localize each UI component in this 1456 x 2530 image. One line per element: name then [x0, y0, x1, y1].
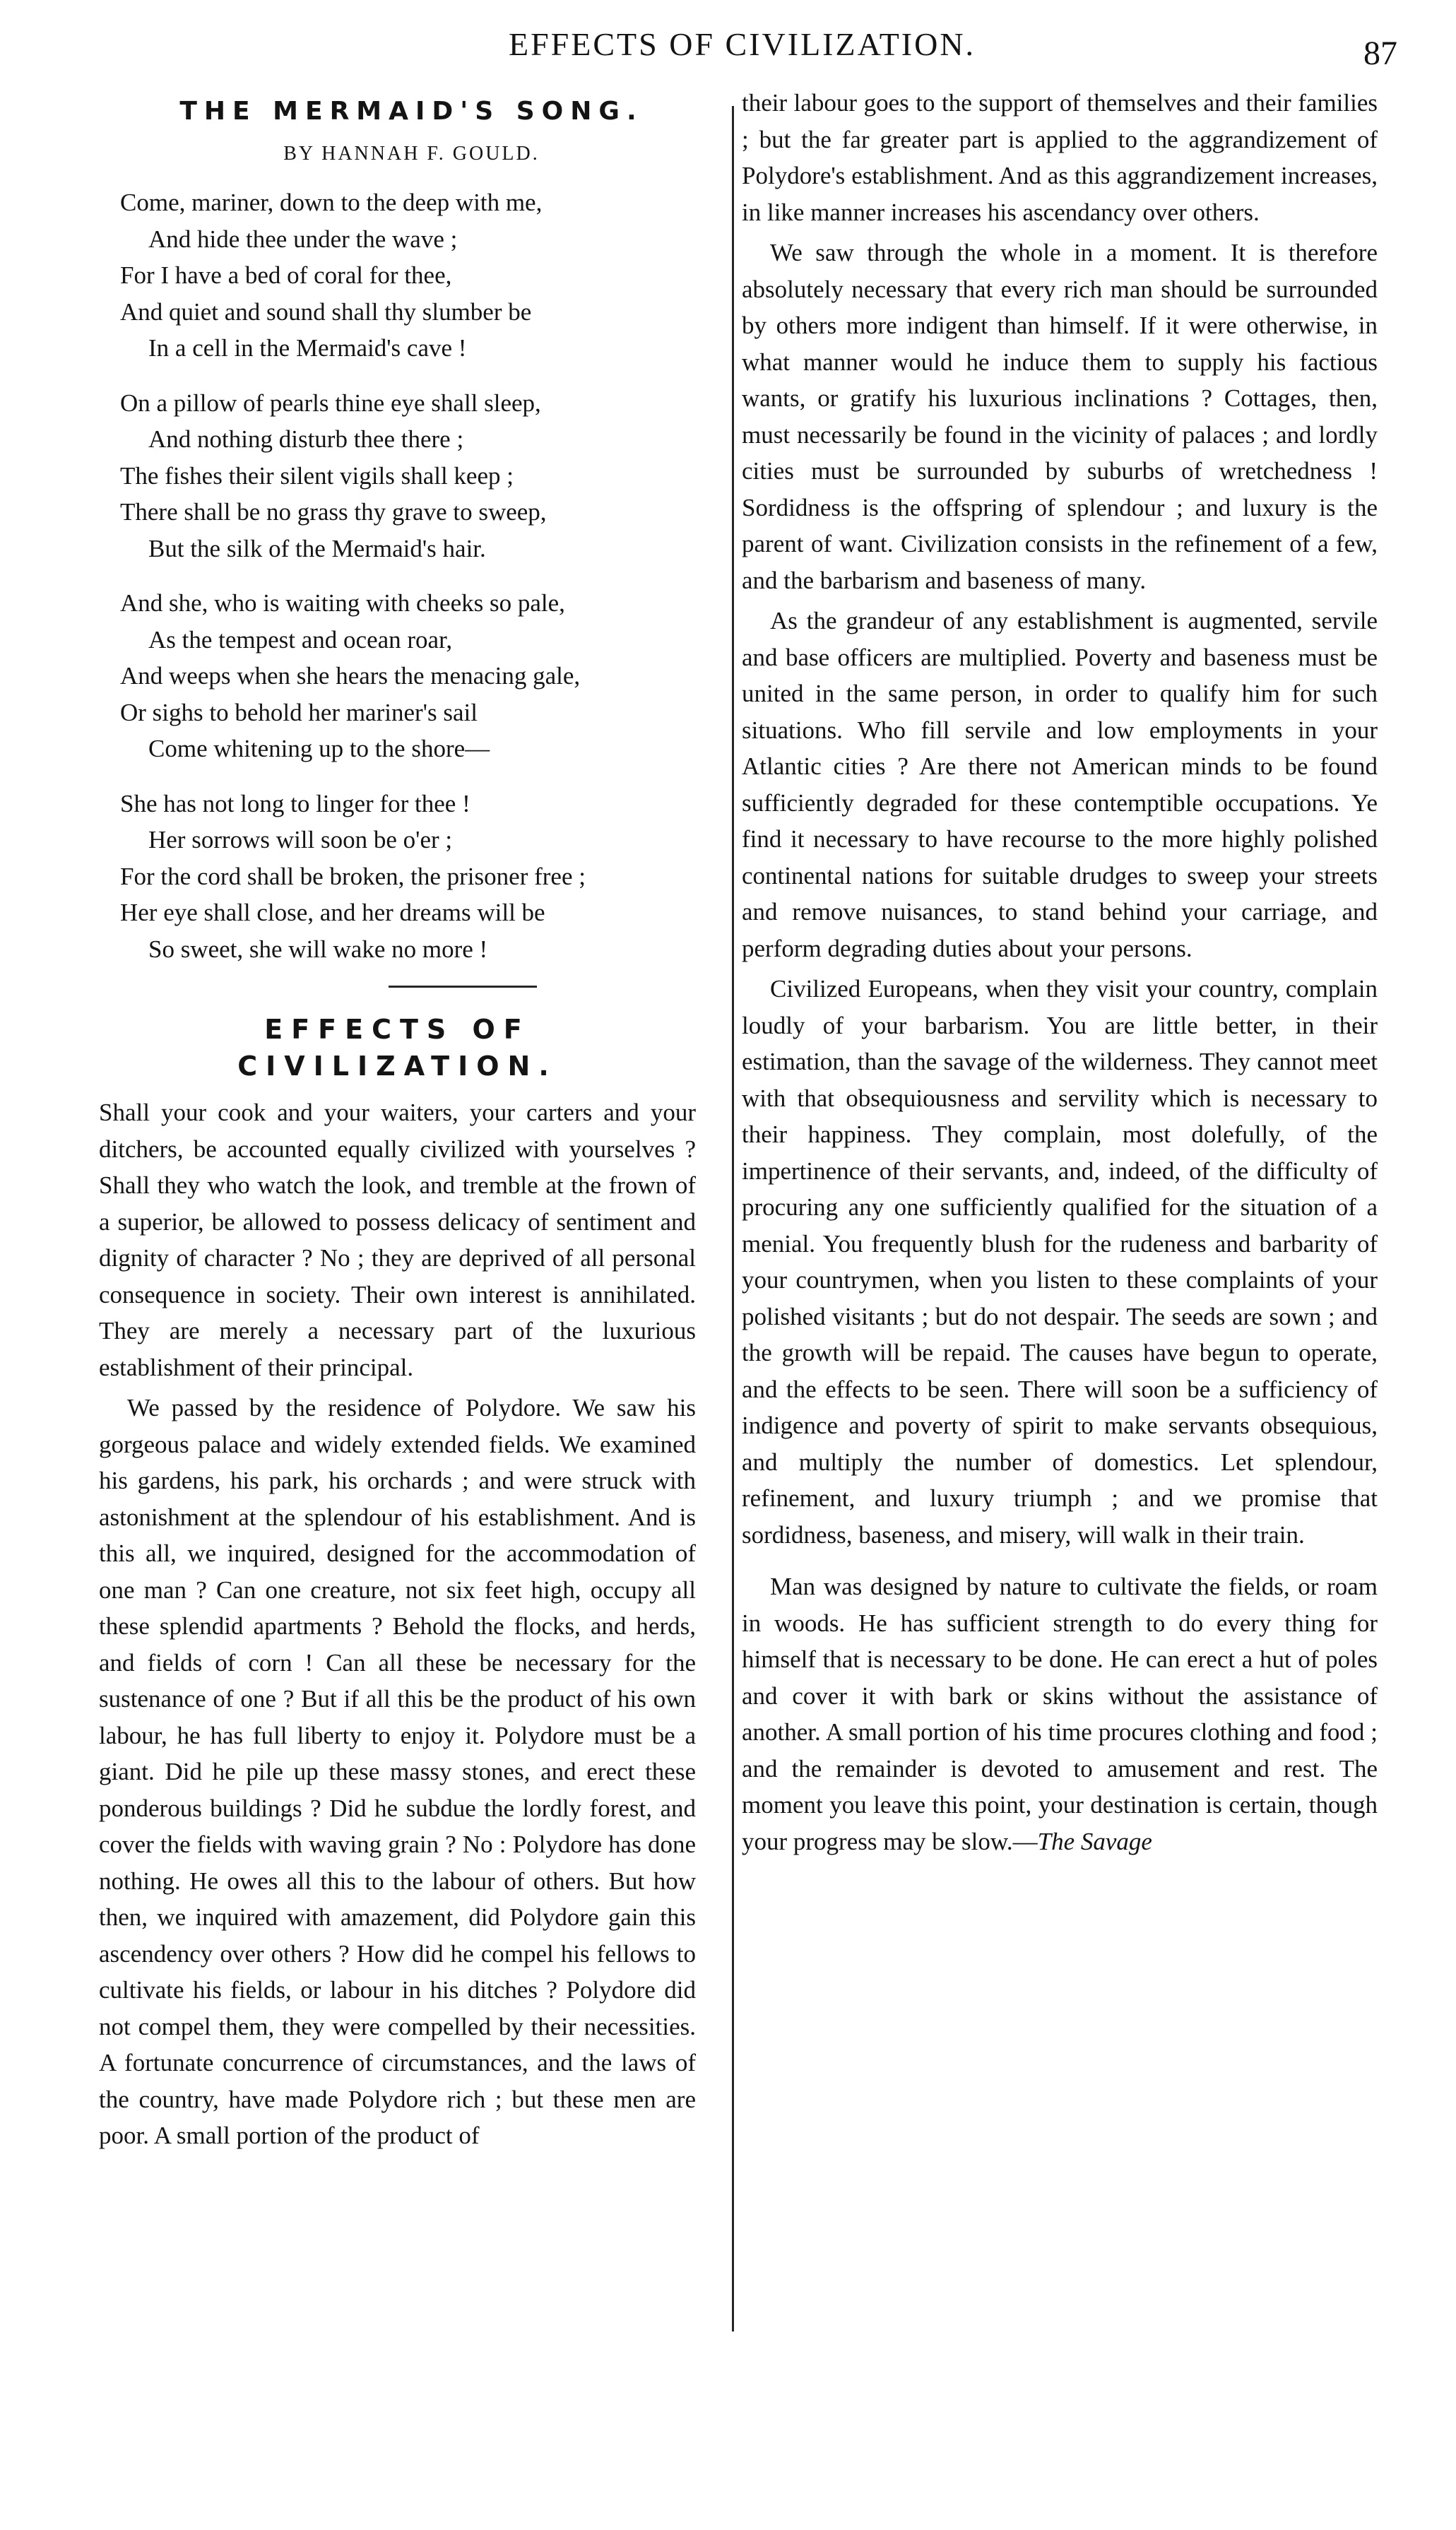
poem-line: Come, mariner, down to the deep with me, — [120, 189, 543, 216]
poem-line: And weeps when she hears the menacing gale, — [120, 662, 581, 690]
essay-paragraph: Shall your cook and your waiters, your carters and your ditchers, be accounted equally civilized with yourselves ? Shall they who watch the look, and tremble at the frown of a superior, be allowed to possess delicacy of sentiment and dignity of character ? No ; they are deprived of all personal consequence in society. Their own interest is annihilated. They are merely a necessary part of the luxurious establishment of their principal. — [99, 1099, 696, 1381]
section-divider — [389, 986, 537, 988]
poem-line: Come whitening up to the shore— — [148, 735, 490, 762]
left-column — [99, 85, 696, 2154]
poem-stanza — [120, 786, 696, 968]
essay-paragraph: As the grandeur of any establishment is augmented, servile and base officers are multiplied. Poverty and baseness must be united in the same person, in order to qualify him for such situations. Who fill servile and low employments in your Atlantic cities ? Are there not American minds to be found sufficiently degraded for these contemptible occupations. Ye find it necessary to have recourse to the more highly polished continental nations for suitable drudges to sweep your streets and remove nuisances, to stand behind your carriage, and perform degrading duties about your persons. — [742, 607, 1378, 962]
poem-line: And she, who is waiting with cheeks so pale, — [120, 589, 565, 617]
essay-paragraph: We passed by the residence of Polydore. We saw his gorgeous palace and widely extended fields. We examined his gardens, his park, his orchards ; and were struck with astonishment at the splendour of his establishment. And is this all, we inquired, designed for the accommodation of one man ? Can one creature, not six feet high, occupy all these splendid apartments ? Behold the flocks, and herds, and fields of corn ! Can all these be necessary for the sustenance of one ? But if all this be the product of his own labour, he has full liberty to enjoy it. Polydore must be a giant. Did he pile up these massy stones, and erect these ponderous buildings ? Did he subdue the lordly forest, and cover the fields with waving grain ? No : Polydore has done nothing. He owes all this to the labour of others. But how then, we inquired with amazement, did Polydore gain this ascendency over others ? How did he compel his fellows to cultivate his fields, or labour in his ditches ? Polydore did not compel them, they were compelled by their necessities. A fortunate concurrence of circumstances, and the laws of the country, have made Polydore rich ; but these men are poor. A small portion of the product of — [99, 1394, 696, 2149]
running-title: EFFECTS OF CIVILIZATION. — [509, 26, 976, 62]
poem-line: As the tempest and ocean roar, — [148, 625, 453, 654]
essay-title: EFFECTS OF CIVILIZATION. — [237, 1014, 557, 1082]
poem-line: For the cord shall be broken, the prisoner free ; — [120, 862, 586, 890]
poem-stanza — [120, 585, 696, 767]
poem-line: In a cell in the Mermaid's cave ! — [148, 334, 467, 362]
essay-paragraph-final — [742, 1568, 1378, 1860]
poem-line: Her eye shall close, and her dreams will be — [120, 899, 545, 926]
right-column — [742, 85, 1378, 1860]
poem-line: Her sorrows will soon be o'er ; — [148, 826, 453, 853]
poem-line: And hide thee under the wave ; — [148, 225, 458, 253]
attribution: The Savage — [1037, 1827, 1152, 1855]
poem-line: For I have a bed of coral for thee, — [120, 261, 452, 289]
poem-line: And nothing disturb thee there ; — [148, 425, 464, 453]
poem-line: The fishes their silent vigils shall keep ; — [120, 461, 514, 490]
poem-line: There shall be no grass thy grave to sweep, — [120, 498, 547, 526]
poem-line: On a pillow of pearls thine eye shall sleep, — [120, 389, 541, 417]
poem-stanza — [120, 184, 696, 367]
poem-line: She has not long to linger for thee ! — [120, 789, 470, 817]
poem-line: But the silk of the Mermaid's hair. — [148, 534, 486, 562]
essay-paragraph: Civilized Europeans, when they visit your country, complain loudly of your barbarism. You are little better, in their estimation, than the savage of the wilderness. They cannot meet with that obsequiousness and servility which is necessary to their happiness. They complain, most dolefully, of the impertinence of their servants, and, indeed, of the difficulty of procuring any one sufficiently qualified for the situation of a menial. You frequently blush for the rudeness and barbarity of your countrymen, when you listen to these complaints of your polished visitants ; but do not despair. The seeds are sown ; and the growth will be repaid. The causes have begun to operate, and the effects to be seen. There will soon be a sufficiency of indigence and poverty of spirit to make servants obsequious, and multiply the number of domestics. Let splendour, refinement, and luxury triumph ; and we promise that sordidness, baseness, and misery, will walk in their train. — [742, 975, 1378, 1549]
essay-paragraph: their labour goes to the support of themselves and their families ; but the far greater part is applied to the aggrandizement of Polydore's establishment. And as this aggrandizement increases, in like manner increases his ascendancy over others. — [742, 89, 1378, 226]
poem-line: Or sighs to behold her mariner's sail — [120, 698, 478, 726]
column-divider — [732, 106, 734, 2331]
page-number: 87 — [1363, 35, 1397, 72]
poem-line: So sweet, she will wake no more ! — [148, 935, 488, 963]
poem-title: THE MERMAID'S SONG. — [179, 97, 644, 126]
essay-paragraph: We saw through the whole in a moment. It is therefore absolutely necessary that every rich man should be surrounded by others more indigent than himself. If it were otherwise, in what manner would he induce them to supply his factious wants, or gratify his luxurious inclinations ? Cottages, then, must necessarily be found in the vicinity of palaces ; and lordly cities must be surrounded by suburbs of wretchedness ! Sordidness is the offspring of splendour ; and luxury is the parent of want. Civilization consists in the refinement of a few, and the barbarism and baseness of many. — [742, 239, 1378, 594]
poem-line: And quiet and sound shall thy slumber be — [120, 297, 532, 326]
running-header — [0, 25, 1456, 75]
essay-paragraph-text: Man was designed by nature to cultivate the fields, or roam in woods. He has sufficient strength to do every thing for himself that is necessary to be done. He can erect a hut of poles and cover it with bark or skins without the assistance of another. A small portion of his time procures clothing and food ; and the remainder is devoted to amusement and rest. The moment you leave this point, your destination is certain, though your progress may be slow.— — [742, 1573, 1378, 1855]
poem-stanza — [120, 385, 696, 567]
poem-author: BY HANNAH F. GOULD. — [283, 142, 540, 165]
